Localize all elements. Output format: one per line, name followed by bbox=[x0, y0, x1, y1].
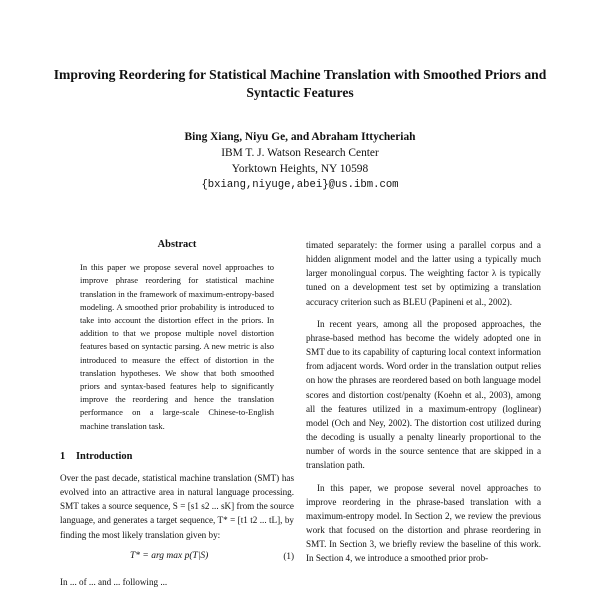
section-heading-introduction bbox=[60, 450, 294, 464]
right-paragraph-2: In recent years, among all the proposed approaches, the phrase-based method has become the widely adopted one in SMT due to its capability of capturing local context information from adjacent words. Word order in the translation output relies on how the phrases are reordered based on both language model scores and distortion cost/penalty (Koehn et al., 2003), among all the features utilized in a maximum-entropy (loglinear) model (Och and Ney, 2002). The distortion cost utilized during the decoding is usually a penalty linearly proportional to the number of words in the source sentence that are skipped in a translation path. bbox=[306, 318, 541, 471]
equation-number: (1) bbox=[283, 550, 294, 561]
abstract-text: In this paper we propose several novel approaches to improve phrase reordering for statistical machine translation in the framework of maximum-entropy-based modeling. A smoothed prior probability is introduced to take into account the distortion effect in the priors. In addition to that we propose multiple novel distortion features based on syntactic parsing. A new metric is also introduced to measure the effect of distortion in the translation hypotheses. We show that both smoothed priors and syntax-based features help to significantly improve the reordering and hence the translation performance on a large-scale Chinese-to-English machine translation task. bbox=[80, 262, 274, 431]
equation-formula: T* = arg max p(T|S) bbox=[130, 550, 209, 561]
right-paragraph-1: timated separately: the former using a parallel corpus and a hidden alignment model and the latter using a typically much larger monolingual corpus. The weighting factor λ is typically tuned on a development test set by optimizing a translation accuracy criterion such as BLEU (Papineni et al., 2002). bbox=[306, 240, 541, 307]
equation-1 bbox=[60, 549, 294, 567]
abstract-body bbox=[60, 261, 294, 433]
intro-paragraph-2-partial: In ... of ... and ... following ... bbox=[60, 576, 168, 587]
author-email: {bxiang,niyuge,abei}@us.ibm.com bbox=[201, 179, 399, 191]
author-names: Bing Xiang, Niyu Ge, and Abraham Ittycheriah bbox=[184, 131, 416, 143]
location: Yorktown Heights, NY 10598 bbox=[231, 163, 369, 175]
left-column bbox=[60, 238, 294, 589]
right-paragraph-3: In this paper, we propose several novel approaches to improve reordering in the phrase-based translation with a maximum-entropy model. In Section 2, we review the previous work that focused on the distortion and phrase reordering in SMT. In Section 3, we briefly review the baseline of this work. In Section 4, we introduce a smoothed prior prob- bbox=[306, 482, 541, 564]
section-number: 1 bbox=[60, 450, 66, 462]
paper-title: Improving Reordering for Statistical Machine Translation with Smoothed Priors and Syntactic Features bbox=[53, 67, 547, 100]
right-column bbox=[306, 238, 541, 565]
author-block bbox=[100, 129, 500, 193]
section-title: Introduction bbox=[76, 450, 133, 462]
affiliation: IBM T. J. Watson Research Center bbox=[221, 147, 379, 159]
intro-paragraph-1: Over the past decade, statistical machine translation (SMT) has evolved into an attractive area in natural language processing. SMT takes a source sequence, S = [s1 s2 ... sK] from the source language, and generates a target sequence, T* = [t1 t2 ... tL], by finding the most likely translation given by: bbox=[60, 472, 294, 540]
abstract-heading: Abstract bbox=[157, 239, 197, 250]
